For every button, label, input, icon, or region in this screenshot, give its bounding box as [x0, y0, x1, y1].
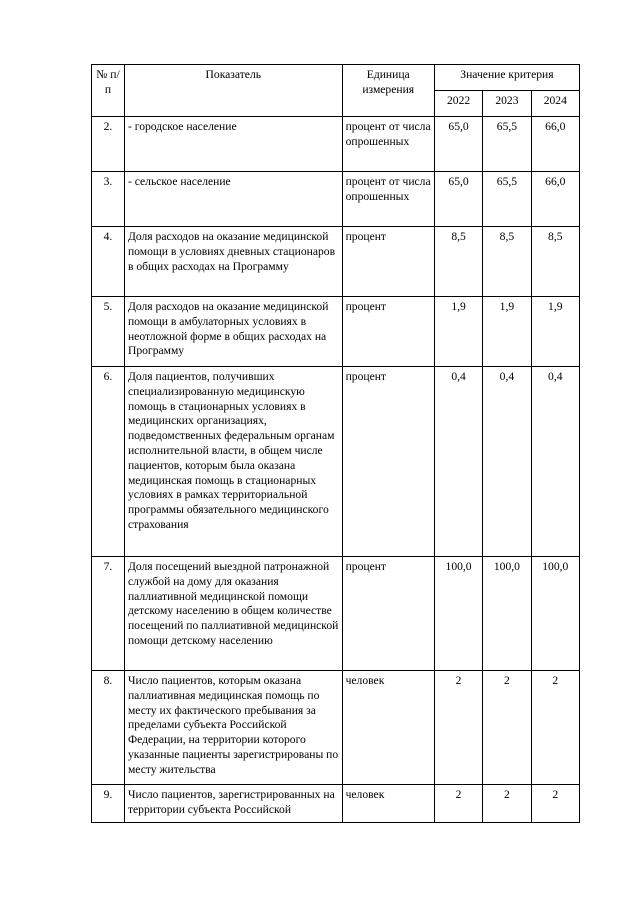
row-value-2024: 66,0 — [531, 172, 579, 227]
row-unit: процент от числа опрошенных — [342, 117, 434, 172]
row-value-2023: 65,5 — [483, 172, 531, 227]
row-value-2024: 2 — [531, 671, 579, 785]
header-unit: Единица измерения — [342, 65, 434, 117]
table-row — [92, 297, 580, 367]
row-indicator: - сельское население — [124, 172, 342, 227]
row-value-2024: 100,0 — [531, 557, 579, 671]
row-num: 2. — [92, 117, 125, 172]
row-indicator: Доля расходов на оказание медицинской помощи в условиях дневных стационаров в общих расходах на Программу — [124, 227, 342, 297]
row-indicator: Число пациентов, которым оказана паллиативная медицинская помощь по месту их фактического пребывания за пределами субъекта Российской Федерации, на территории которого указанные пациенты зарегистрированы по месту жительства — [124, 671, 342, 785]
row-value-2022: 1,9 — [434, 297, 482, 367]
row-num: 5. — [92, 297, 125, 367]
row-value-2022: 2 — [434, 785, 482, 823]
row-unit: человек — [342, 671, 434, 785]
row-value-2023: 100,0 — [483, 557, 531, 671]
row-value-2022: 2 — [434, 671, 482, 785]
table-row — [92, 671, 580, 785]
table-row — [92, 785, 580, 823]
row-num: 9. — [92, 785, 125, 823]
header-value: Значение критерия — [434, 65, 579, 91]
row-value-2024: 1,9 — [531, 297, 579, 367]
row-unit: процент — [342, 297, 434, 367]
table-row — [92, 117, 580, 172]
row-value-2022: 65,0 — [434, 117, 482, 172]
row-value-2022: 100,0 — [434, 557, 482, 671]
header-year-2024: 2024 — [531, 91, 579, 117]
row-value-2023: 2 — [483, 785, 531, 823]
row-unit: процент — [342, 557, 434, 671]
row-unit: человек — [342, 785, 434, 823]
row-indicator: Число пациентов, зарегистрированных на территории субъекта Российской — [124, 785, 342, 823]
row-num: 7. — [92, 557, 125, 671]
row-value-2023: 65,5 — [483, 117, 531, 172]
row-value-2022: 65,0 — [434, 172, 482, 227]
table-row — [92, 172, 580, 227]
row-indicator: Доля расходов на оказание медицинской помощи в амбулаторных условиях в неотложной форме в общих расходах на Программу — [124, 297, 342, 367]
row-value-2023: 1,9 — [483, 297, 531, 367]
row-unit: процент — [342, 367, 434, 557]
row-indicator: Доля посещений выездной патронажной службой на дому для оказания паллиативной медицинской помощи детскому населению в общем количестве посещений по паллиативной медицинской помощи детскому населению — [124, 557, 342, 671]
header-year-2022: 2022 — [434, 91, 482, 117]
row-value-2023: 0,4 — [483, 367, 531, 557]
table-row — [92, 227, 580, 297]
table-row — [92, 367, 580, 557]
row-unit: процент от числа опрошенных — [342, 172, 434, 227]
criteria-table — [91, 64, 580, 823]
row-value-2022: 8,5 — [434, 227, 482, 297]
row-unit: процент — [342, 227, 434, 297]
row-value-2022: 0,4 — [434, 367, 482, 557]
row-value-2024: 8,5 — [531, 227, 579, 297]
row-value-2024: 0,4 — [531, 367, 579, 557]
table-row — [92, 557, 580, 671]
row-num: 8. — [92, 671, 125, 785]
row-value-2023: 8,5 — [483, 227, 531, 297]
row-num: 3. — [92, 172, 125, 227]
row-indicator: - городское население — [124, 117, 342, 172]
row-num: 6. — [92, 367, 125, 557]
row-num: 4. — [92, 227, 125, 297]
header-indicator: Показатель — [124, 65, 342, 117]
row-value-2024: 66,0 — [531, 117, 579, 172]
row-value-2023: 2 — [483, 671, 531, 785]
header-num: № п/п — [92, 65, 125, 117]
row-indicator: Доля пациентов, получивших специализированную медицинскую помощь в стационарных условиях в медицинских организациях, подведомственных федеральным органам исполнительной власти, в общем числе пациентов, которым была оказана медицинская помощь в стационарных условиях в рамках территориальной программы обязательного медицинского страхования — [124, 367, 342, 557]
row-value-2024: 2 — [531, 785, 579, 823]
header-year-2023: 2023 — [483, 91, 531, 117]
